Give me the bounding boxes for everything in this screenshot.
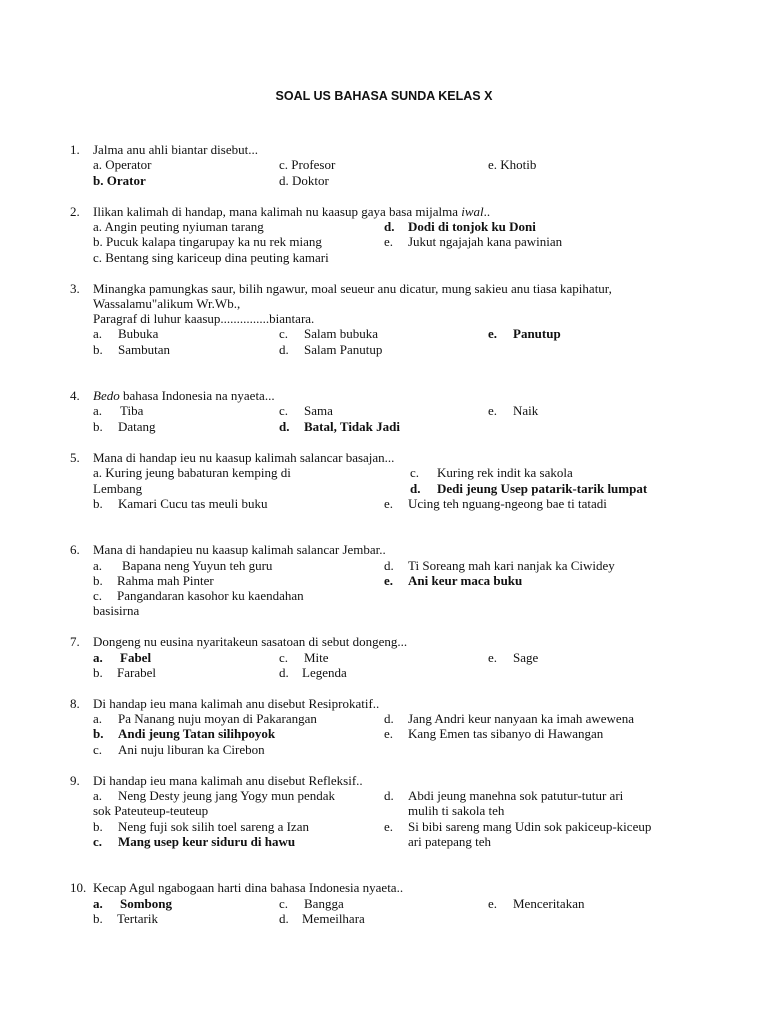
q5-option-b: Kamari Cucu tas meuli buku	[118, 496, 268, 511]
q6-option-b-letter: b.	[93, 573, 103, 588]
q4-option-e: Naik	[513, 403, 539, 418]
q6-option-c-letter: c.	[93, 588, 103, 603]
q7-option-e: Sage	[513, 650, 539, 665]
q8-option-a: Pa Nanang nuju moyan di Pakarangan	[118, 711, 317, 726]
q5-option-a-line2: Lembang	[93, 481, 143, 496]
q4-option-d-letter: d.	[279, 419, 290, 434]
q6-option-a-letter: a.	[93, 558, 103, 573]
q3-question-line3: Paragraf di luhur kaasup...............biantara.	[93, 311, 315, 326]
q4-option-b: Datang	[118, 419, 156, 434]
q5-option-a-line1: a. Kuring jeung babaturan kemping di	[93, 465, 291, 480]
q4-option-a: Tiba	[120, 403, 144, 418]
q3-option-e: Panutup	[513, 326, 561, 341]
q9-option-b: Neng fuji sok silih toel sareng a Izan	[118, 819, 309, 834]
q9-option-c: Mang usep keur siduru di hawu	[118, 834, 296, 849]
q1-option-a: a. Operator	[93, 157, 152, 172]
q10-option-c-letter: c.	[279, 896, 289, 911]
q3-option-c-letter: c.	[279, 326, 289, 341]
q4-question-text: bahasa Indonesia na nyaeta...	[119, 388, 275, 403]
q10-option-d: Memeilhara	[302, 911, 365, 926]
q5-option-c-letter: c.	[410, 465, 420, 480]
q7-option-b-letter: b.	[93, 665, 103, 680]
q10-option-c: Bangga	[304, 896, 344, 911]
q4-question-italic: Bedo	[93, 388, 120, 403]
q8-option-c: Ani nuju liburan ka Cirebon	[118, 742, 265, 757]
q7-option-d-letter: d.	[279, 665, 289, 680]
q5-option-e-letter: e.	[384, 496, 394, 511]
q3-number: 3.	[70, 281, 80, 296]
q2-option-e: Jukut ngajajah kana pawinian	[408, 234, 563, 249]
q6-option-e: Ani keur maca buku	[408, 573, 523, 588]
q9-option-d-line1: Abdi jeung manehna sok patutur-tutur ari	[408, 788, 624, 803]
q9-option-e-line2: ari patepang teh	[408, 834, 492, 849]
q5-number: 5.	[70, 450, 80, 465]
q2-option-e-letter: e.	[384, 234, 394, 249]
q8-option-e: Kang Emen tas sibanyo di Hawangan	[408, 726, 604, 741]
q5-option-b-letter: b.	[93, 496, 103, 511]
q9-option-d-letter: d.	[384, 788, 394, 803]
q10-number: 10.	[70, 880, 87, 895]
q3-question-line2: Wassalamu"alikum Wr.Wb.,	[93, 296, 241, 311]
q4-option-a-letter: a.	[93, 403, 103, 418]
q2-question	[93, 204, 490, 219]
q7-number: 7.	[70, 634, 80, 649]
q7-option-d: Legenda	[302, 665, 347, 680]
q1-option-d: d. Doktor	[279, 173, 329, 188]
q10-option-a: Sombong	[120, 896, 173, 911]
q8-option-b-letter: b.	[93, 726, 104, 741]
q2-option-d-letter: d.	[384, 219, 395, 234]
q10-option-e: Menceritakan	[513, 896, 585, 911]
q8-number: 8.	[70, 696, 80, 711]
q7-option-c: Mite	[304, 650, 329, 665]
q9-option-c-letter: c.	[93, 834, 103, 849]
q6-option-b: Rahma mah Pinter	[117, 573, 214, 588]
q7-option-e-letter: e.	[488, 650, 498, 665]
q8-option-e-letter: e.	[384, 726, 394, 741]
q9-question: Di handap ieu mana kalimah anu disebut Refleksif..	[93, 773, 363, 788]
q10-option-e-letter: e.	[488, 896, 498, 911]
q5-option-c: Kuring rek indit ka sakola	[437, 465, 573, 480]
q9-option-e-line1: Si bibi sareng mang Udin sok pakiceup-kiceup	[408, 819, 652, 834]
q4-option-e-letter: e.	[488, 403, 498, 418]
q1-question: Jalma anu ahli biantar disebut...	[93, 142, 258, 157]
q7-option-b: Farabel	[117, 665, 156, 680]
q9-option-e-letter: e.	[384, 819, 394, 834]
q1-number: 1.	[70, 142, 80, 157]
q6-option-c-line1: Pangandaran kasohor ku kaendahan	[117, 588, 304, 603]
q4-number: 4.	[70, 388, 80, 403]
q2-question-italic: iwal	[461, 204, 484, 219]
q3-option-e-letter: e.	[488, 326, 498, 341]
q8-option-d: Jang Andri keur nanyaan ka imah awewena	[408, 711, 634, 726]
q9-option-a-letter: a.	[93, 788, 103, 803]
q6-option-c-line2: basisirna	[93, 603, 140, 618]
q1-option-b: b. Orator	[93, 173, 146, 188]
q9-option-d-line2: mulih ti sakola teh	[408, 803, 505, 818]
q2-option-c: c. Bentang sing kariceup dina peuting kamari	[93, 250, 329, 265]
q1-option-e: e. Khotib	[488, 157, 537, 172]
q5-question: Mana di handap ieu nu kaasup kalimah salancar basajan...	[93, 450, 395, 465]
q8-question: Di handap ieu mana kalimah anu disebut Resiprokatif..	[93, 696, 380, 711]
q3-option-a-letter: a.	[93, 326, 103, 341]
q3-question-line1: Minangka pamungkas saur, bilih ngawur, moal seueur anu dicatur, mung sakieu anu tiasa kapihatur,	[93, 281, 612, 296]
q3-option-d: Salam Panutup	[304, 342, 383, 357]
q3-option-b-letter: b.	[93, 342, 103, 357]
q6-question: Mana di handapieu nu kaasup kalimah salancar Jembar..	[93, 542, 386, 557]
q9-option-b-letter: b.	[93, 819, 103, 834]
q3-option-a: Bubuka	[118, 326, 159, 341]
q6-option-a: Bapana neng Yuyun teh guru	[122, 558, 273, 573]
page-title: SOAL US BAHASA SUNDA KELAS X	[275, 89, 493, 103]
q4-option-b-letter: b.	[93, 419, 103, 434]
q7-option-a-letter: a.	[93, 650, 103, 665]
q9-number: 9.	[70, 773, 80, 788]
q6-option-d-letter: d.	[384, 558, 394, 573]
q10-option-a-letter: a.	[93, 896, 103, 911]
q8-option-a-letter: a.	[93, 711, 103, 726]
q4-question	[93, 388, 275, 403]
q7-option-c-letter: c.	[279, 650, 289, 665]
q8-option-d-letter: d.	[384, 711, 394, 726]
q3-option-d-letter: d.	[279, 342, 289, 357]
q2-option-d: Dodi di tonjok ku Doni	[408, 219, 536, 234]
q2-number: 2.	[70, 204, 80, 219]
q2-question-tail: ..	[483, 204, 491, 219]
q9-option-a-line2: sok Pateuteup-teuteup	[93, 803, 209, 818]
q10-option-b-letter: b.	[93, 911, 103, 926]
q2-option-a: a. Angin peuting nyiuman tarang	[93, 219, 264, 234]
q4-option-c: Sama	[304, 403, 333, 418]
q6-option-d: Ti Soreang mah kari nanjak ka Ciwidey	[408, 558, 615, 573]
q6-option-e-letter: e.	[384, 573, 394, 588]
q5-option-d: Dedi jeung Usep patarik-tarik lumpat	[437, 481, 648, 496]
q6-number: 6.	[70, 542, 80, 557]
q5-option-d-letter: d.	[410, 481, 421, 496]
q3-option-b: Sambutan	[118, 342, 170, 357]
q2-option-b: b. Pucuk kalapa tingarupay ka nu rek miang	[93, 234, 322, 249]
q2-question-text: Ilikan kalimah di handap, mana kalimah nu kaasup gaya basa mijalma	[93, 204, 462, 219]
q10-option-b: Tertarik	[117, 911, 158, 926]
q8-option-c-letter: c.	[93, 742, 103, 757]
q4-option-c-letter: c.	[279, 403, 289, 418]
q3-option-c: Salam bubuka	[304, 326, 379, 341]
q10-option-d-letter: d.	[279, 911, 289, 926]
q5-option-e: Ucing teh nguang-ngeong bae ti tatadi	[408, 496, 607, 511]
q10-question: Kecap Agul ngabogaan harti dina bahasa Indonesia nyaeta..	[93, 880, 404, 895]
q7-question: Dongeng nu eusina nyaritakeun sasatoan di sebut dongeng...	[93, 634, 408, 649]
q4-option-d: Batal, Tidak Jadi	[304, 419, 400, 434]
q7-option-a: Fabel	[120, 650, 152, 665]
q1-option-c: c. Profesor	[279, 157, 336, 172]
q9-option-a-line1: Neng Desty jeung jang Yogy mun pendak	[118, 788, 336, 803]
q8-option-b: Andi jeung Tatan silihpoyok	[118, 726, 276, 741]
